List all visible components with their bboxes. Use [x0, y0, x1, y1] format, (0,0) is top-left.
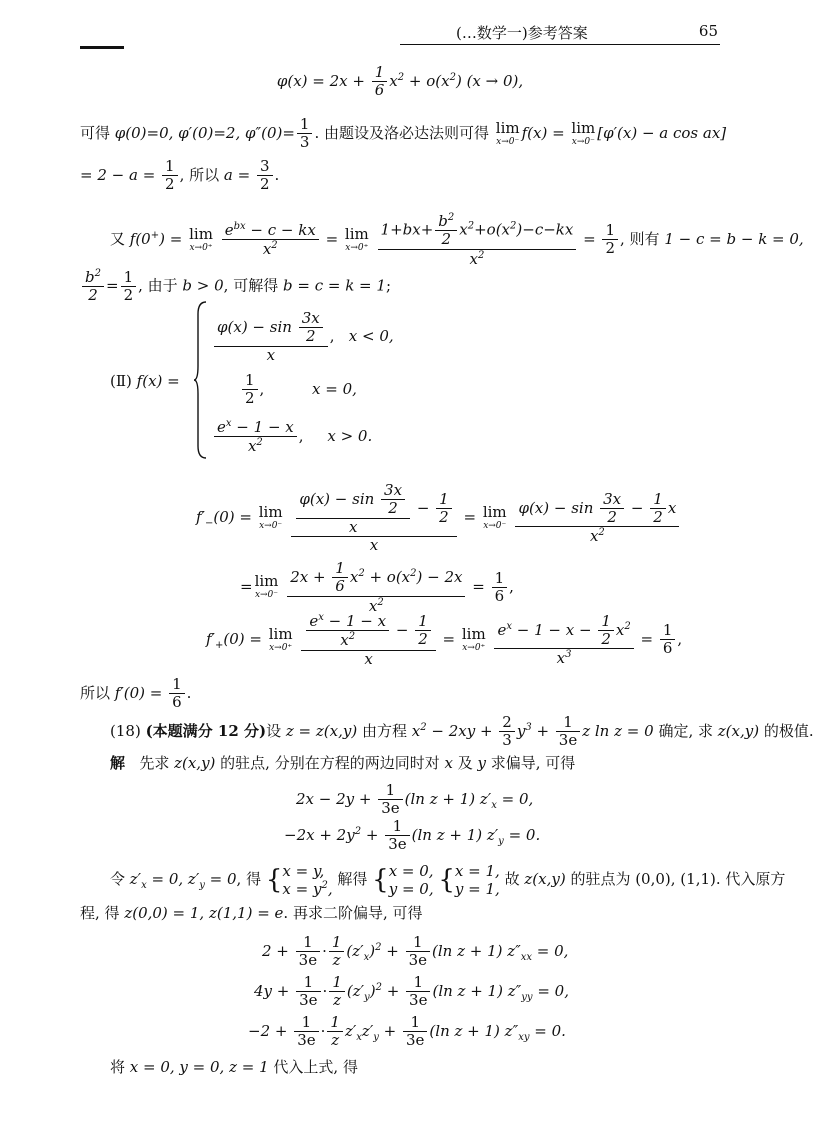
conclusion-line: 所以 f′(0) = $\frac{1}{6}$ . — [80, 675, 192, 712]
case-positive: $\frac{e^x - 1 - x}{x^2}$ , x > 0. — [212, 418, 372, 456]
header-title: (…数学一)参考答案 — [456, 24, 588, 42]
second-partial-eq2: 4y + $\frac{1}{3e}$ · $\frac{1}{z}$ $(z'_y)^2$ + $\frac{1}{3e}$ (ln z + 1) $z''_{yy} = 0$, — [254, 973, 569, 1010]
piecewise-brace — [194, 300, 208, 460]
line-a-value: = 2 − a = $\frac{1}{2}$ , 所以 a = $\frac{3}{2}$ . — [80, 157, 280, 194]
partial-eq2: $-2x + 2y^2$ + $\frac{1}{3e}$ (ln z + 1) $z'_y = 0$. — [284, 817, 541, 854]
second-partial-eq3: −2 + $\frac{1}{3e}$ · $\frac{1}{z}$ $z'_xz'_y$ + $\frac{1}{3e}$ (ln z + 1) $z''_{xy} = 0$. — [248, 1013, 566, 1050]
page-header — [80, 22, 720, 48]
solution-intro: 解 先求 z(x,y) 的驻点, 分别在方程的两边同时对 x 及 y 求偏导, 可得 — [110, 754, 576, 772]
second-partial-eq1: 2 + $\frac{1}{3e}$ · $\frac{1}{z}$ $(z'_x)^2$ + $\frac{1}{3e}$ (ln z + 1) $z''_{xx} = 0$, — [262, 933, 569, 970]
partial-eq1: 2x − 2y + $\frac{1}{3e}$ (ln z + 1) $z'_x = 0$, — [296, 781, 534, 818]
header-rule — [400, 44, 720, 45]
solution-label: 解 — [110, 754, 126, 772]
question-18: (18) (本题满分 12 分)设 z = z(x,y) 由方程 $x^2 - 2xy$ + $\frac{2}{3}$ $y^3$ + $\frac{1}{3e}$ z ln z = 0 确定, 求 z(x,y) 的极值. — [110, 713, 814, 750]
header-short-rule — [80, 46, 124, 49]
part2-label: (Ⅱ) f(x) = — [110, 372, 180, 390]
page-number: 65 — [698, 22, 718, 40]
fplus-line: $f'_+(0)$ = lim x→0⁺ $\frac{e^x - 1 - x}{x^2}$ − $\frac{1}{2}$ x = lim x→0⁺ $e^x - 1 - x$ − $\frac{1}{2}$ $x^2$ $x^3$ = $\frac{1}{6}$ , — [206, 611, 683, 668]
q18-number: (18) — [110, 721, 141, 740]
fminus-line1: $f'_-(0)$ = lim x→0⁻ φ(x) − sin $\frac{3x}{2}$ x − $\frac{1}{2}$ x = lim x→0⁻ φ(x) − sin $\frac{3x}{2}$ − $\frac{1}{2}$ x $x^2$ — [196, 482, 681, 554]
line-f0plus: 又 f(0+) = lim x→0⁺ $\frac{e^{bx} - c - kx}{x^2}$ = lim x→0⁺ 1+bx+ $\frac{b^2}{2}$ $x^2+o(x^2)-c-kx$ $x^2$ = $\frac{1}{2}$ , 则有 1 − c = b − k = 0, — [110, 212, 804, 268]
stationary-points-line: 令 $z'_x = 0$, $z'_y = 0$, 得 { x = y, $x = y^2$, 解得 { x = 0, y = 0, { x = 1, y = 1, 故 z(x,y) 的驻点为 (0,0), (1,1). 代入原方 — [110, 862, 786, 898]
case-zero: $\frac{1}{2}$ , x = 0, — [240, 372, 357, 408]
case-negative: φ(x) − sin $\frac{3x}{2}$ x , x < 0, — [212, 310, 394, 364]
q18-score: (本题满分 12 分) — [145, 721, 267, 740]
line-derivatives: 可得 φ(0)=0, φ′(0)=2, φ″(0)= $\frac{1}{3}$ . 由题设及洛必达法则可得 lim x→0⁻ f(x) = lim x→0⁻ [φ′(x) − a cos ax] — [80, 115, 727, 152]
final-line: 将 x = 0, y = 0, z = 1 代入上式, 得 — [110, 1058, 358, 1076]
line-bck: $\frac{b^2}{2}$ = $\frac{1}{2}$ , 由于 b > 0, 可解得 b = c = k = 1; — [80, 268, 391, 305]
phi-expansion-line: φ(x) = 2x + $\frac{1}{6}$ $x^2 + o(x^2) (x \to 0)$, — [276, 63, 524, 100]
continuation-line: 程, 得 z(0,0) = 1, z(1,1) = e. 再求二阶偏导, 可得 — [80, 904, 423, 922]
fminus-line2: = lim x→0⁻ 2x + $\frac{1}{6}$ $x^2 + o(x^2) - 2x$ $x^2$ = $\frac{1}{6}$ , — [240, 559, 514, 615]
